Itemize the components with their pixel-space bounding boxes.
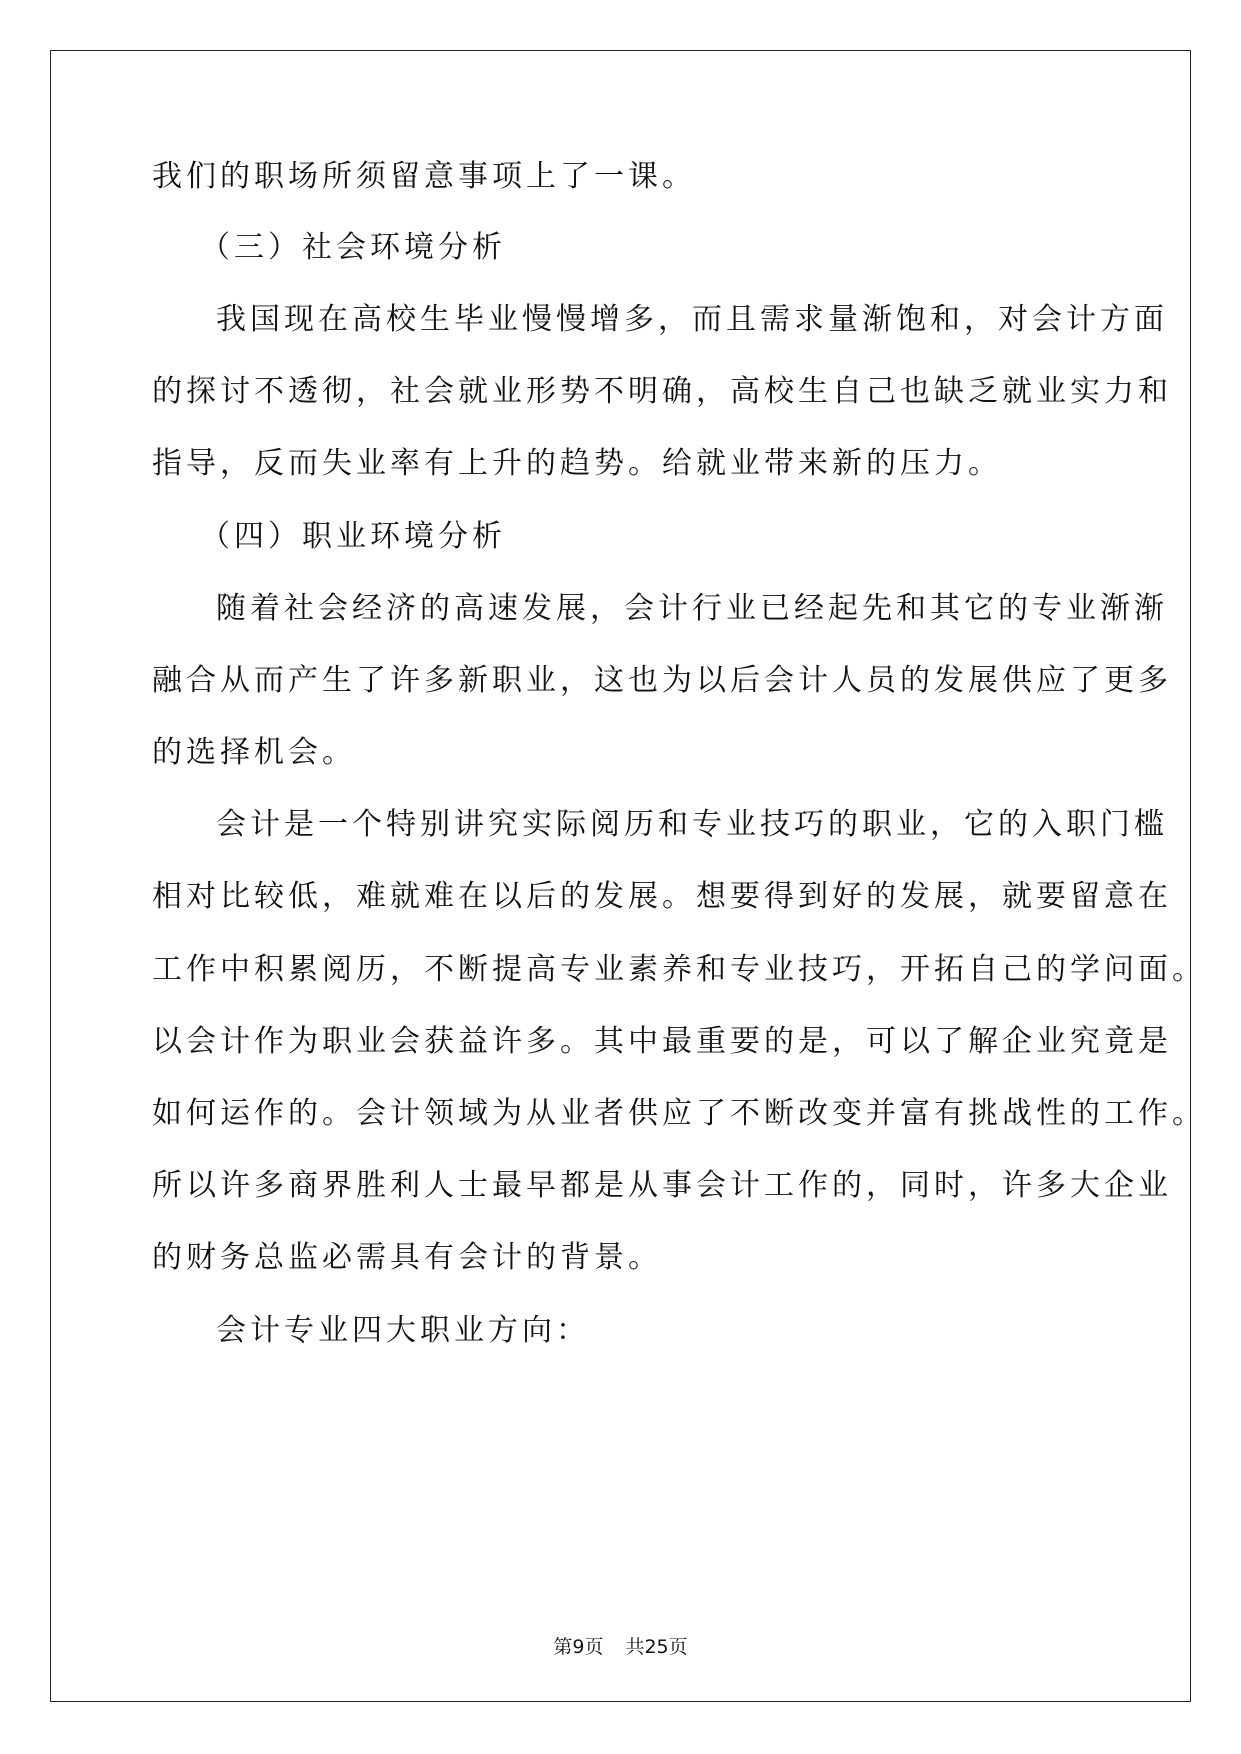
text-line: 指导，反而失业率有上升的趋势。给就业带来新的压力。: [152, 446, 1002, 481]
text-line: 以会计作为职业会获益许多。其中最重要的是，可以了解企业究竟是: [152, 1024, 1172, 1059]
section-heading: （四）职业环境分析: [200, 519, 506, 554]
text-line: 会计是一个特别讲究实际阅历和专业技巧的职业，它的入职门槛: [216, 807, 1168, 842]
text-line: 的选择机会。: [152, 735, 356, 770]
text-line: 的探讨不透彻，社会就业形势不明确，高校生自己也缺乏就业实力和: [152, 374, 1172, 409]
page-total: 共25页: [625, 1636, 688, 1658]
page-number: 第9页: [553, 1636, 604, 1658]
text-line: 的财务总监必需具有会计的背景。: [152, 1240, 662, 1275]
text-line: 工作中积累阅历，不断提高专业素养和专业技巧，开拓自己的学问面。: [152, 952, 1206, 987]
text-line: 融合从而产生了许多新职业，这也为以后会计人员的发展供应了更多: [152, 663, 1172, 698]
page-border: [50, 50, 1191, 1702]
section-heading: （三）社会环境分析: [200, 230, 506, 265]
page-footer: [0, 1632, 1241, 1659]
text-line: 随着社会经济的高速发展，会计行业已经起先和其它的专业渐渐: [216, 591, 1168, 626]
text-line: 我们的职场所须留意事项上了一课。: [152, 159, 696, 194]
text-line: 我国现在高校生毕业慢慢增多，而且需求量渐饱和，对会计方面: [216, 302, 1168, 337]
text-line: 所以许多商界胜利人士最早都是从事会计工作的，同时，许多大企业: [152, 1168, 1172, 1203]
text-line: 相对比较低，难就难在以后的发展。想要得到好的发展，就要留意在: [152, 879, 1172, 914]
text-line: 如何运作的。会计领域为从业者供应了不断改变并富有挑战性的工作。: [152, 1096, 1206, 1131]
text-line: 会计专业四大职业方向：: [216, 1313, 590, 1348]
